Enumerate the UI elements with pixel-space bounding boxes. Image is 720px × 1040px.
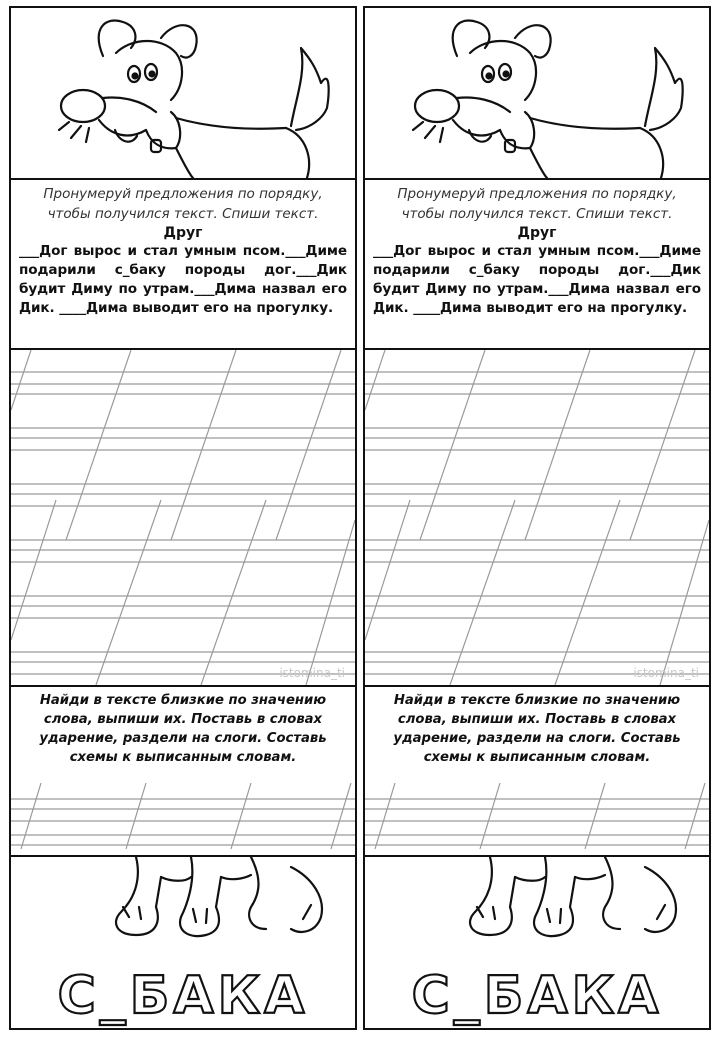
dog-head-illustration: [365, 8, 709, 180]
big-word: С_БАКА: [411, 966, 663, 1026]
dog-paws-drawing: [11, 857, 355, 1030]
task-ruled-lines: [365, 783, 709, 853]
story-text: ___Дог вырос и стал умным псом.___Диме подарили с_баку породы дог.___Дик будит Диму по утрам.___Дима назвал его Дик. ____Дима выводит его на прогулку.: [19, 243, 347, 316]
dog-paws-section: [365, 857, 709, 1028]
dog-paws-section: [11, 857, 355, 1028]
dog-paws-drawing: [365, 857, 709, 1030]
task-section: [365, 687, 709, 857]
handwriting-lines: [11, 350, 355, 687]
instruction-line-2: чтобы получился текст. Спиши текст.: [401, 206, 673, 222]
worksheet-card-right: [363, 6, 711, 1030]
ruled-lines-grid: [365, 350, 709, 685]
story-title: Друг: [163, 225, 203, 241]
story-title: Друг: [517, 225, 557, 241]
task-text: Найди в тексте близкие по значению слова, выпиши их. Поставь в словах ударение, раздели на слоги. Составь схемы к выписанным словам.: [39, 693, 327, 765]
instruction-line-1: Пронумеруй предложения по порядку,: [397, 186, 677, 202]
story-section: [11, 180, 355, 350]
watermark: istomina_ti: [633, 666, 699, 680]
big-word: С_БАКА: [57, 966, 309, 1026]
handwriting-lines: [365, 350, 709, 687]
dog-head-illustration: [11, 8, 355, 180]
story-section: [365, 180, 709, 350]
instruction-line-1: Пронумеруй предложения по порядку,: [43, 186, 323, 202]
ruled-lines-grid: [11, 350, 355, 685]
worksheet-card-left: [9, 6, 357, 1030]
task-text: Найди в тексте близкие по значению слова, выпиши их. Поставь в словах ударение, раздели на слоги. Составь схемы к выписанным словам.: [393, 693, 681, 765]
task-section: [11, 687, 355, 857]
dog-head-drawing: [11, 8, 355, 178]
instruction-line-2: чтобы получился текст. Спиши текст.: [47, 206, 319, 222]
task-ruled-lines: [11, 783, 355, 853]
watermark: istomina_ti: [279, 666, 345, 680]
dog-head-drawing: [365, 8, 709, 178]
story-text: ___Дог вырос и стал умным псом.___Диме подарили с_баку породы дог.___Дик будит Диму по утрам.___Дима назвал его Дик. ____Дима выводит его на прогулку.: [373, 243, 701, 316]
